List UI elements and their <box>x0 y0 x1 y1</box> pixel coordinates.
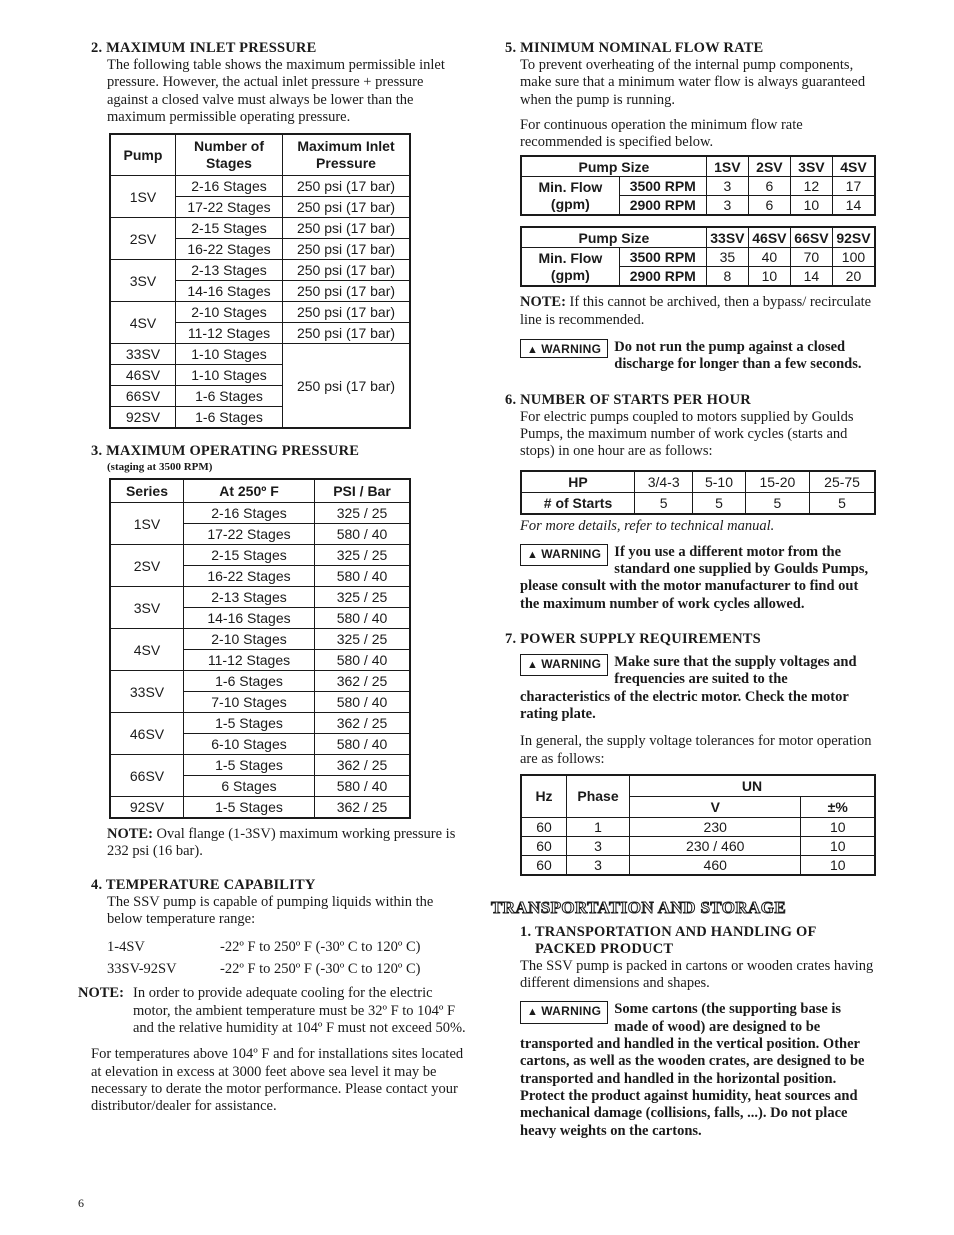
paragraph: To prevent overheating of the internal pump components, make sure that a minimum water flow is always guaranteed when the pump is running. <box>520 57 866 108</box>
pump-cell: 1SV <box>110 176 176 218</box>
range-value: -22º F to 250º F (-30º C to 120º C) <box>220 961 421 978</box>
section-heading: 1. TRANSPORTATION AND HANDLING OF PACKED PRODUCT <box>520 923 816 957</box>
warning-label: ▲ WARNING <box>520 339 608 358</box>
table-cell: 325 / 25 <box>315 503 411 524</box>
italic-note: For more details, refer to technical manual. <box>520 517 775 534</box>
table-row <box>521 156 875 177</box>
series-cell: 46SV <box>110 713 184 755</box>
table-cell: 11-12 Stages <box>176 323 283 344</box>
table-cell: 16-22 Stages <box>176 239 283 260</box>
column-header: 4SV <box>832 156 875 177</box>
table-cell: 250 psi (17 bar) <box>283 281 411 302</box>
temperature-ranges <box>78 936 466 980</box>
table-cell: 325 / 25 <box>315 629 411 650</box>
table-cell: 362 / 25 <box>315 671 411 692</box>
rpm-cell: 2900 RPM <box>619 196 706 216</box>
operating-pressure-table <box>109 478 411 819</box>
pump-cell: 3SV <box>110 260 176 302</box>
table-cell: 1-6 Stages <box>176 386 283 407</box>
table-cell: 60 <box>521 836 567 855</box>
table-row <box>110 176 410 197</box>
page-number: 6 <box>78 1196 84 1210</box>
range-series: 1-4SV <box>107 939 145 956</box>
table-cell: 2-13 Stages <box>176 260 283 281</box>
column-header: At 250º F <box>184 479 315 503</box>
table-cell: 230 / 460 <box>630 836 801 855</box>
note-label: NOTE: <box>107 826 153 843</box>
table-cell: 5 <box>693 492 745 514</box>
warning-block <box>505 654 877 723</box>
table-row <box>110 713 410 734</box>
series-cell: 33SV <box>110 671 184 713</box>
table-row <box>110 545 410 566</box>
table-cell: 580 / 40 <box>315 608 411 629</box>
note-text: In order to provide adequate cooling for the electric motor, the ambient temperature must be 32º F to 104º F and the relative humidity at 104º F must not exceed 50%. <box>133 985 466 1036</box>
table-cell: 580 / 40 <box>315 524 411 545</box>
table-cell: 250 psi (17 bar) <box>283 197 411 218</box>
table-cell: 580 / 40 <box>315 776 411 797</box>
table-cell: 60 <box>521 817 567 836</box>
table-cell: 35 <box>706 248 748 267</box>
rpm-cell: 2900 RPM <box>619 267 706 287</box>
table-cell: 1-5 Stages <box>184 713 315 734</box>
series-cell: 2SV <box>110 545 184 587</box>
table-cell: 1-10 Stages <box>176 344 283 365</box>
paragraph: For temperatures above 104º F and for installations sites located at elevation in excess at 3000 feet above sea level it may be necessary to derate the motor performance. Please contact your distributor/dealer for assistance. <box>91 1046 464 1115</box>
table-cell: 5 <box>745 492 810 514</box>
table-row <box>110 344 410 365</box>
table-cell: 11-12 Stages <box>184 650 315 671</box>
table-cell: 8 <box>706 267 748 287</box>
table-cell: 250 psi (17 bar) <box>283 344 411 429</box>
table-row <box>110 797 410 819</box>
table-cell: 250 psi (17 bar) <box>283 218 411 239</box>
table-cell: 250 psi (17 bar) <box>283 302 411 323</box>
warning-label: ▲ WARNING <box>520 654 608 676</box>
column-header: Number of Stages <box>176 134 283 176</box>
table-cell: 10 <box>801 817 875 836</box>
note-label: NOTE: <box>520 294 566 311</box>
table-cell: 325 / 25 <box>315 587 411 608</box>
column-header: 46SV <box>748 227 790 248</box>
table-row <box>521 775 875 797</box>
row-label: # of Starts <box>521 492 635 514</box>
range-series: 33SV-92SV <box>107 961 177 978</box>
series-cell: 1SV <box>110 503 184 545</box>
column-header: 5-10 <box>693 471 745 493</box>
paragraph: The SSV pump is packed in cartons or wooden crates having different dimensions and shapes. <box>520 957 874 992</box>
column-header: Hz <box>521 775 567 818</box>
table-cell: 14-16 Stages <box>176 281 283 302</box>
table-row <box>110 260 410 281</box>
paragraph: For continuous operation the minimum flow rate recommended is specified below. <box>520 116 803 151</box>
column-header: HP <box>521 471 635 493</box>
pump-cell: 2SV <box>110 218 176 260</box>
table-cell: 362 / 25 <box>315 755 411 776</box>
table-cell: 580 / 40 <box>315 650 411 671</box>
warning-text: Do not run the pump against a closed discharge for longer than a few seconds. <box>614 339 862 373</box>
section-heading: 6. NUMBER OF STARTS PER HOUR <box>505 391 751 408</box>
section-heading: 4. TEMPERATURE CAPABILITY <box>91 876 316 893</box>
table-cell: 100 <box>832 248 875 267</box>
table-row <box>110 134 410 176</box>
warning-triangle-icon: ▲ <box>527 1006 539 1019</box>
warning-triangle-icon: ▲ <box>527 548 539 561</box>
table-row <box>110 218 410 239</box>
table-row <box>110 587 410 608</box>
column-header: 15-20 <box>745 471 810 493</box>
left-column <box>78 40 466 1115</box>
table-cell: 230 <box>630 817 801 836</box>
table-cell: 2-10 Stages <box>176 302 283 323</box>
pump-cell: 46SV <box>110 365 176 386</box>
table-row <box>110 671 410 692</box>
paragraph: In general, the supply voltage tolerances for motor operation are as follows: <box>520 733 872 767</box>
table-cell: 250 psi (17 bar) <box>283 323 411 344</box>
series-cell: 3SV <box>110 587 184 629</box>
table-cell: 580 / 40 <box>315 692 411 713</box>
table-cell: 1-6 Stages <box>176 407 283 429</box>
table-cell: 14-16 Stages <box>184 608 315 629</box>
table-cell: 10 <box>801 836 875 855</box>
table-cell: 14 <box>832 196 875 216</box>
table-row <box>110 503 410 524</box>
paragraph: For electric pumps coupled to motors supplied by Goulds Pumps, the maximum number of work cycles (starts and stops) in one hour are as follows: <box>520 408 854 460</box>
table-cell: 17 <box>832 177 875 196</box>
table-row <box>521 836 875 855</box>
column-header: ±% <box>801 796 875 817</box>
row-label: Min. Flow (gpm) <box>521 177 619 216</box>
rpm-cell: 3500 RPM <box>619 177 706 196</box>
warning-triangle-icon: ▲ <box>527 659 539 672</box>
warning-block <box>505 544 877 613</box>
section-title: TRANSPORTATION AND STORAGE <box>491 897 787 917</box>
section-heading: 7. POWER SUPPLY REQUIREMENTS <box>505 631 761 648</box>
table-cell: 1 <box>567 817 630 836</box>
table-cell: 250 psi (17 bar) <box>283 260 411 281</box>
note <box>78 985 466 1037</box>
section-heading: 5. MINIMUM NOMINAL FLOW RATE <box>505 40 764 56</box>
table-cell: 3 <box>567 855 630 875</box>
column-header: Pump Size <box>521 156 706 177</box>
table-cell: 6-10 Stages <box>184 734 315 755</box>
warning-block <box>505 339 877 374</box>
table-cell: 1-6 Stages <box>184 671 315 692</box>
table-cell: 6 Stages <box>184 776 315 797</box>
table-cell: 362 / 25 <box>315 797 411 819</box>
table-row <box>521 248 875 267</box>
warning-text: Make sure that the supply voltages and frequencies are suited to the characteristics of the electric motor. Check the motor rating plate. <box>520 654 857 722</box>
pump-cell: 33SV <box>110 344 176 365</box>
pump-cell: 4SV <box>110 302 176 344</box>
table-cell: 2-13 Stages <box>184 587 315 608</box>
column-header: PSI / Bar <box>315 479 411 503</box>
min-flow-table-1 <box>520 155 876 216</box>
table-cell: 6 <box>748 177 790 196</box>
starts-per-hour-table <box>520 470 876 515</box>
section-heading: 3. MAXIMUM OPERATING PRESSURE <box>91 443 360 460</box>
table-cell: 250 psi (17 bar) <box>283 239 411 260</box>
column-header: UN <box>630 775 876 797</box>
column-header: Phase <box>567 775 630 818</box>
table-cell: 2-15 Stages <box>184 545 315 566</box>
table-cell: 325 / 25 <box>315 545 411 566</box>
note-text: Oval flange (1-3SV) maximum working pressure is 232 psi (16 bar). <box>107 826 456 860</box>
column-header: V <box>630 796 801 817</box>
table-cell: 250 psi (17 bar) <box>283 176 411 197</box>
table-row <box>521 471 875 493</box>
table-cell: 70 <box>790 248 832 267</box>
table-cell: 580 / 40 <box>315 734 411 755</box>
table-cell: 2-10 Stages <box>184 629 315 650</box>
column-header: 3SV <box>790 156 832 177</box>
rpm-cell: 3500 RPM <box>619 248 706 267</box>
temperature-range-row <box>107 958 466 980</box>
inlet-pressure-table <box>109 133 411 429</box>
table-row <box>521 492 875 514</box>
table-cell: 2-16 Stages <box>184 503 315 524</box>
column-header: Pump <box>110 134 176 176</box>
column-header: 2SV <box>748 156 790 177</box>
warning-triangle-icon: ▲ <box>527 344 539 357</box>
warning-text: If you use a different motor from the standard one supplied by Goulds Pumps, please consult with the motor manufacturer to find out the maximum number of work cycles allowed. <box>520 543 869 612</box>
subheading: (staging at 3500 RPM) <box>107 461 213 474</box>
table-cell: 7-10 Stages <box>184 692 315 713</box>
table-row <box>521 817 875 836</box>
note <box>78 826 466 861</box>
table-cell: 3 <box>706 177 748 196</box>
column-header: 1SV <box>706 156 748 177</box>
table-cell: 16-22 Stages <box>184 566 315 587</box>
table-cell: 10 <box>748 267 790 287</box>
column-header: 66SV <box>790 227 832 248</box>
note-label: NOTE: <box>78 985 124 1002</box>
table-cell: 3 <box>567 836 630 855</box>
table-cell: 20 <box>832 267 875 287</box>
warning-text: Some cartons (the supporting base is made of wood) are designed to be transported and handled in the vertical position. Other cartons, as well as the wooden crates, are designed to be transported and handled in the horizontal position. Protect the product against humidity, heat sources and mechanical damage (collisions, falls, ...). Do not place heavy weights on the cartons. <box>520 1001 865 1139</box>
column-header: 33SV <box>706 227 748 248</box>
warning-label: ▲ WARNING <box>520 1001 608 1023</box>
column-header: Series <box>110 479 184 503</box>
table-cell: 1-5 Stages <box>184 755 315 776</box>
range-value: -22º F to 250º F (-30º C to 120º C) <box>220 939 421 956</box>
row-label: Min. Flow (gpm) <box>521 248 619 287</box>
note <box>505 294 877 329</box>
table-cell: 460 <box>630 855 801 875</box>
table-cell: 2-16 Stages <box>176 176 283 197</box>
table-cell: 60 <box>521 855 567 875</box>
pump-cell: 92SV <box>110 407 176 429</box>
table-row <box>110 629 410 650</box>
table-row <box>110 479 410 503</box>
series-cell: 4SV <box>110 629 184 671</box>
table-cell: 1-5 Stages <box>184 797 315 819</box>
table-cell: 1-10 Stages <box>176 365 283 386</box>
table-cell: 580 / 40 <box>315 566 411 587</box>
series-cell: 66SV <box>110 755 184 797</box>
table-cell: 17-22 Stages <box>184 524 315 545</box>
column-header: 25-75 <box>810 471 875 493</box>
note-text: If this cannot be archived, then a bypass/ recirculate line is recommended. <box>520 294 872 328</box>
paragraph: The SSV pump is capable of pumping liquids within the below temperature range: <box>107 893 434 928</box>
table-cell: 12 <box>790 177 832 196</box>
column-header: Pump Size <box>521 227 706 248</box>
column-header: Maximum Inlet Pressure <box>283 134 411 176</box>
table-row <box>521 177 875 196</box>
table-cell: 5 <box>810 492 875 514</box>
table-cell: 2-15 Stages <box>176 218 283 239</box>
section-heading: 2. MAXIMUM INLET PRESSURE <box>91 40 317 56</box>
table-cell: 3 <box>706 196 748 216</box>
table-row <box>110 755 410 776</box>
series-cell: 92SV <box>110 797 184 819</box>
warning-label: ▲ WARNING <box>520 544 608 566</box>
table-cell: 10 <box>801 855 875 875</box>
min-flow-table-2 <box>520 226 876 287</box>
column-header: 92SV <box>832 227 875 248</box>
temperature-range-row <box>107 936 466 958</box>
table-cell: 362 / 25 <box>315 713 411 734</box>
table-cell: 40 <box>748 248 790 267</box>
table-cell: 14 <box>790 267 832 287</box>
right-column <box>491 40 877 1140</box>
table-row <box>521 855 875 875</box>
table-cell: 6 <box>748 196 790 216</box>
pump-cell: 66SV <box>110 386 176 407</box>
table-cell: 5 <box>635 492 693 514</box>
paragraph: The following table shows the maximum permissible inlet pressure. However, the actual inlet pressure + pressure against a closed valve must always be lower than the maximum permissible operating pressure. <box>107 57 445 125</box>
column-header: 3/4-3 <box>635 471 693 493</box>
table-cell: 10 <box>790 196 832 216</box>
warning-block <box>505 1001 877 1139</box>
table-cell: 17-22 Stages <box>176 197 283 218</box>
table-row <box>110 302 410 323</box>
voltage-tolerance-table <box>520 774 876 876</box>
table-row <box>521 227 875 248</box>
